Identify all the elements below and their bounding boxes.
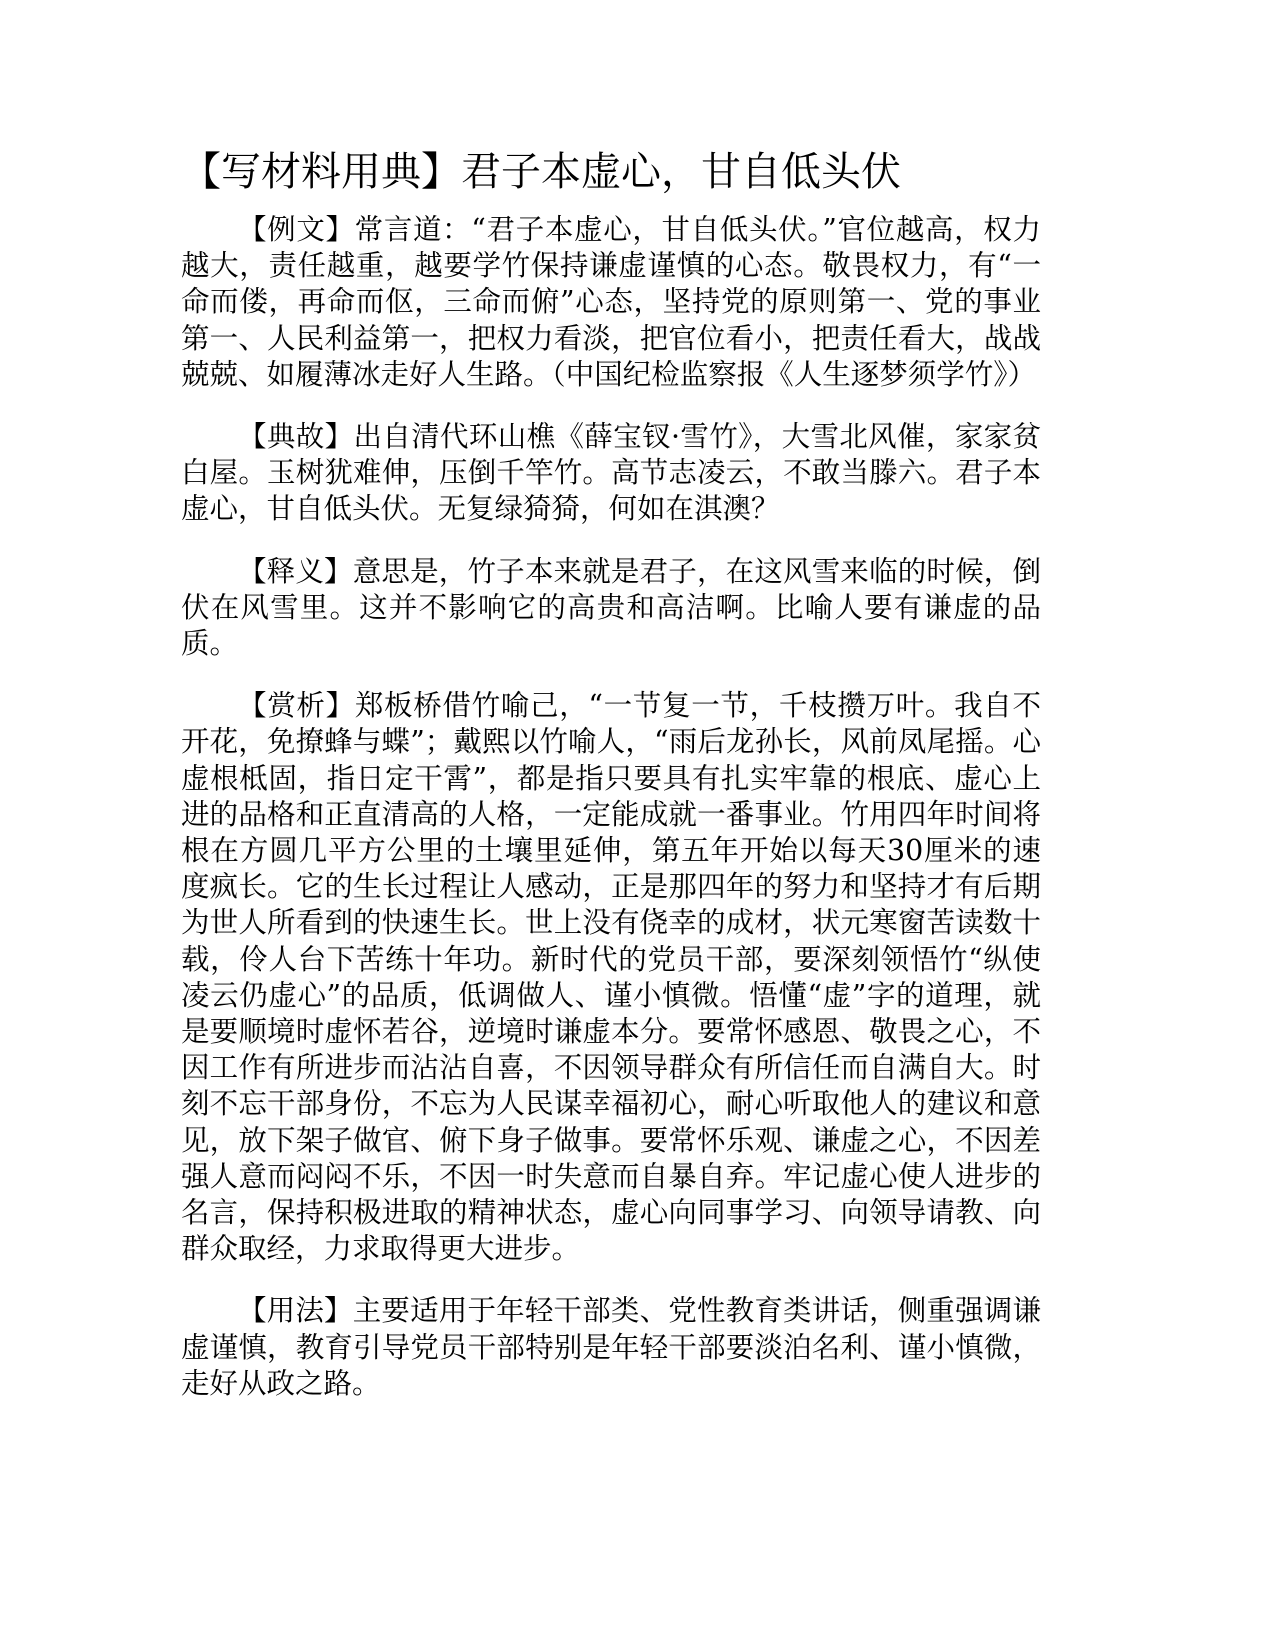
section-text: 出自清代环山樵《薛宝钗·雪竹》，大雪北风催，家家贫白屋。玉树犹难伸，压倒千竿竹。高节志凌云，不敢当滕六。君子本虚心，甘自低头伏。无复绿猗猗，何如在淇澳？ — [181, 420, 1041, 526]
section-meaning — [181, 554, 1041, 663]
section-allusion — [181, 419, 1041, 528]
section-example — [181, 212, 1041, 393]
section-text: 主要适用于年轻干部类、党性教育类讲话，侧重强调谦虚谨慎，教育引导党员干部特别是年轻干部要淡泊名利、谨小慎微，走好从政之路。 — [181, 1294, 1041, 1400]
section-label: 【例文】 — [238, 213, 355, 246]
section-text: 常言道：“君子本虚心，甘自低头伏。”官位越高，权力越大，责任越重，越要学竹保持谦虚谨慎的心态。敬畏权力，有“一命而偻，再命而伛，三命而俯”心态，坚持党的原则第一、党的事业第一、人民利益第一，把权力看淡，把官位看小，把责任看大，战战兢兢、如履薄冰走好人生路。（中国纪检监察报《人生逐梦须学竹》） — [181, 213, 1041, 391]
section-text: 郑板桥借竹喻己，“一节复一节，千枝攒万叶。我自不开花，免撩蜂与蝶”；戴熙以竹喻人，“雨后龙孙长，风前凤尾摇。心虚根柢固，指日定干霄”，都是指只要具有扎实牢靠的根底、虚心上进的品格和正直清高的人格，一定能成就一番事业。竹用四年时间将根在方圆几平方公里的土壤里延伸，第五年开始以每天30厘米的速度疯长。它的生长过程让人感动，正是那四年的努力和坚持才有后期为世人所看到的快速生长。世上没有侥幸的成材，状元寒窗苦读数十载，伶人台下苦练十年功。新时代的党员干部，要深刻领悟竹“纵使凌云仍虚心”的品质，低调做人、谨小慎微。悟懂“虚”字的道理，就是要顺境时虚怀若谷，逆境时谦虚本分。要常怀感恩、敬畏之心，不因工作有所进步而沾沾自喜，不因领导群众有所信任而自满自大。时刻不忘干部身份，不忘为人民谋幸福初心，耐心听取他人的建议和意见，放下架子做官、俯下身子做事。要常怀乐观、谦虚之心，不因差强人意而闷闷不乐，不因一时失意而自暴自弃。牢记虚心使人进步的名言，保持积极进取的精神状态，虚心向同事学习、向领导请教、向群众取经，力求取得更大进步。 — [181, 689, 1041, 1266]
page-title: 【写材料用典】君子本虚心，甘自低头伏 — [181, 149, 901, 195]
section-label: 【典故】 — [238, 420, 354, 454]
section-label: 【用法】 — [238, 1294, 353, 1328]
section-text: 意思是，竹子本来就是君子，在这风雪来临的时候，倒伏在风雪里。这并不影响它的高贵和高洁啊。比喻人要有谦虚的品质。 — [181, 554, 1041, 661]
section-label: 【释义】 — [238, 554, 353, 588]
section-usage — [181, 1293, 1041, 1402]
section-label: 【赏析】 — [238, 689, 355, 723]
section-appreciation — [181, 688, 1041, 1267]
document-page — [181, 148, 1041, 1428]
